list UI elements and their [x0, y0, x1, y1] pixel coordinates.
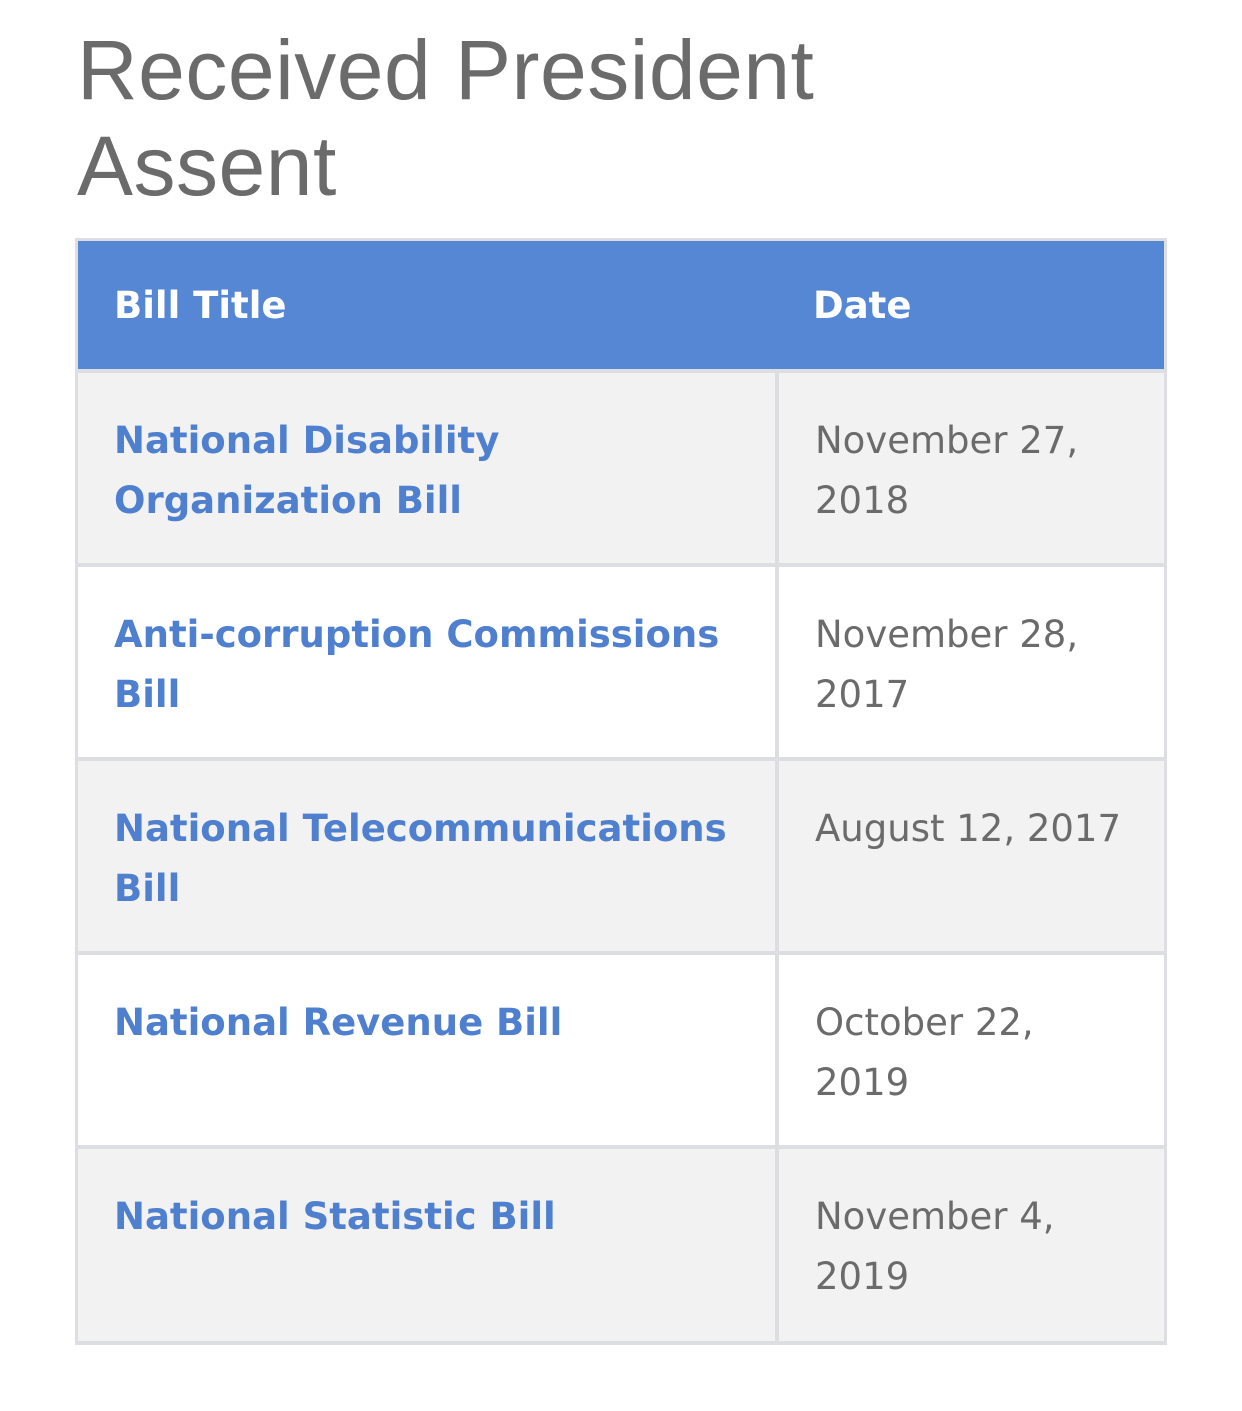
- table-header-row: [78, 241, 1164, 371]
- table-row: [78, 1147, 1164, 1341]
- bill-title-cell: [78, 1147, 777, 1341]
- bill-date: November 27, 2018: [815, 419, 1079, 522]
- date-cell: [777, 565, 1164, 759]
- column-header-bill-title: Bill Title: [78, 241, 777, 371]
- bill-title-cell: [78, 565, 777, 759]
- page-title: Received President Assent: [77, 23, 815, 213]
- table-row: [78, 953, 1164, 1147]
- bill-date: August 12, 2017: [815, 807, 1122, 850]
- bill-link[interactable]: Anti-corruption Commissions Bill: [114, 613, 720, 716]
- bills-table-container: [75, 238, 1167, 1345]
- column-header-date: Date: [777, 241, 1164, 371]
- date-cell: [777, 1147, 1164, 1341]
- bill-title-cell: [78, 759, 777, 953]
- bill-link[interactable]: National Revenue Bill: [114, 1001, 563, 1044]
- bill-date: October 22, 2019: [815, 1001, 1034, 1104]
- bills-table: [78, 241, 1164, 1341]
- date-cell: [777, 953, 1164, 1147]
- table-row: [78, 371, 1164, 565]
- bill-title-cell: [78, 371, 777, 565]
- bill-link[interactable]: National Telecommunications Bill: [114, 807, 727, 910]
- bill-date: November 28, 2017: [815, 613, 1079, 716]
- date-cell: [777, 759, 1164, 953]
- bill-link[interactable]: National Statistic Bill: [114, 1195, 556, 1238]
- bill-date: November 4, 2019: [815, 1195, 1055, 1298]
- table-row: [78, 565, 1164, 759]
- date-cell: [777, 371, 1164, 565]
- table-row: [78, 759, 1164, 953]
- bill-title-cell: [78, 953, 777, 1147]
- bill-link[interactable]: National Disability Organization Bill: [114, 419, 500, 522]
